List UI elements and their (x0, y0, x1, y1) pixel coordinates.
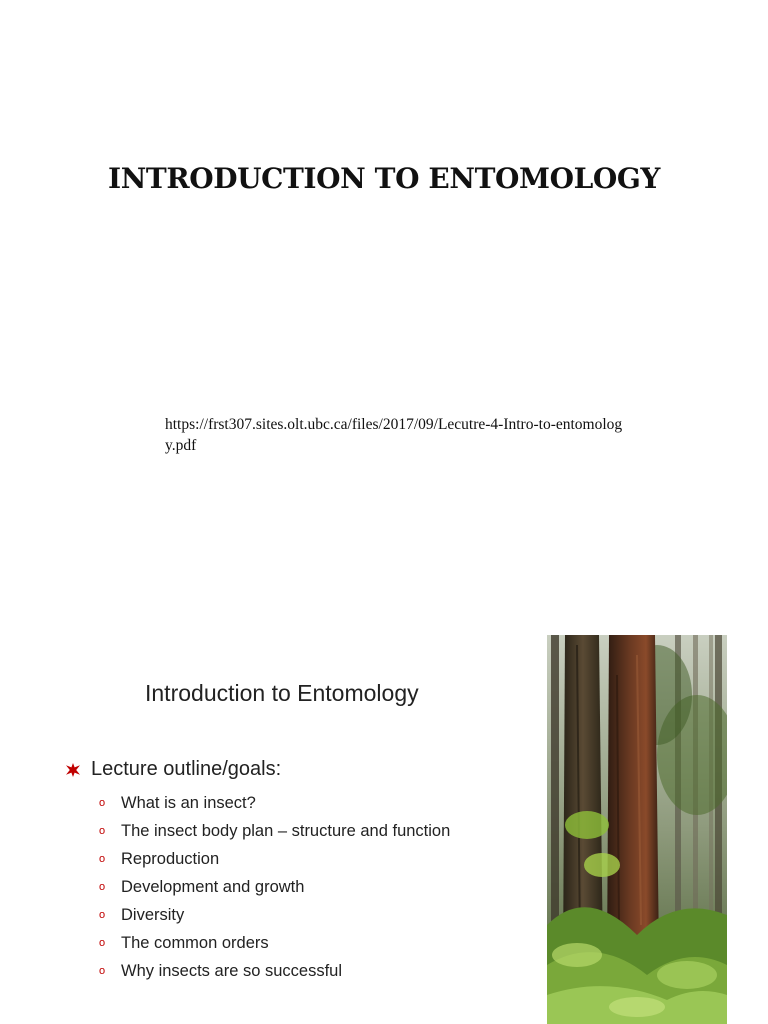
outline-item (99, 929, 450, 957)
outline-list (99, 789, 450, 985)
outline-item-label: Reproduction (121, 849, 220, 868)
outline-heading (66, 758, 281, 781)
outline-item (99, 957, 450, 985)
outline-item-label: The insect body plan – structure and function (121, 821, 451, 840)
slide-1-title: INTRODUCTION TO ENTOMOLOGY (108, 162, 660, 195)
circle-bullet-icon: o (99, 853, 106, 865)
outline-item (99, 789, 450, 817)
outline-item-label: Diversity (121, 905, 185, 924)
star-bullet-icon (66, 763, 80, 777)
slide-2 (0, 600, 768, 1024)
outline-item (99, 845, 450, 873)
forest-photo (547, 635, 727, 1024)
outline-heading-label: Lecture outline/goals: (91, 758, 282, 780)
outline-item-label: Why insects are so successful (121, 961, 342, 980)
outline-item-label: The common orders (121, 933, 269, 952)
outline-item-label: What is an insect? (121, 793, 256, 812)
outline-item (99, 817, 450, 845)
source-url-text: https://frst307.sites.olt.ubc.ca/files/2017/09/Lecutre-4-Intro-to-entomology.pdf (165, 416, 623, 454)
circle-bullet-icon: o (99, 965, 106, 977)
outline-item (99, 873, 450, 901)
circle-bullet-icon: o (99, 937, 106, 949)
circle-bullet-icon: o (99, 797, 106, 809)
circle-bullet-icon: o (99, 881, 106, 893)
outline-item-label: Development and growth (121, 877, 305, 896)
circle-bullet-icon: o (99, 825, 106, 837)
circle-bullet-icon: o (99, 909, 106, 921)
outline-item (99, 901, 450, 929)
slide-2-title: Introduction to Entomology (145, 680, 419, 706)
